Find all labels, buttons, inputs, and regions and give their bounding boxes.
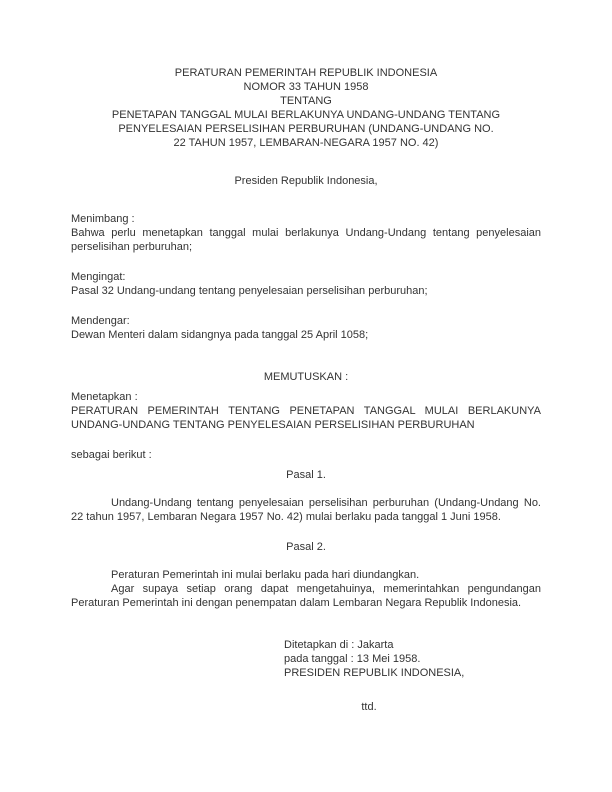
article-2-paragraph-1: Peraturan Pemerintah ini mulai berlaku pada hari diundangkan. xyxy=(111,569,420,581)
clause-mengingat xyxy=(71,270,541,298)
header-line-subject-1: PENETAPAN TANGGAL MULAI BERLAKUNYA UNDANG-UNDANG TENTANG xyxy=(111,109,501,121)
header-line-number: NOMOR 33 TAHUN 1958 xyxy=(243,81,369,93)
decision-heading: MEMUTUSKAN : xyxy=(263,371,349,383)
document-header xyxy=(71,66,541,150)
menimbang-label: Menimbang : xyxy=(71,213,135,225)
spacer xyxy=(71,432,541,448)
menetapkan-label: Menetapkan : xyxy=(71,391,138,403)
as-follows-line: sebagai berikut : xyxy=(71,449,152,461)
mengingat-body: Pasal 32 Undang-undang tentang penyelesaian perselisihan perburuhan; xyxy=(71,285,428,297)
spacer xyxy=(71,188,541,212)
header-line-tentang: TENTANG xyxy=(280,95,332,107)
menimbang-body: Bahwa perlu menetapkan tanggal mulai berlakunya Undang-Undang tentang penyelesaian perselisihan perburuhan; xyxy=(71,227,545,253)
header-line-subject-3: 22 TAHUN 1957, LEMBARAN-NEGARA 1957 NO. 42) xyxy=(173,137,439,149)
spacer xyxy=(71,150,541,174)
mendengar-label: Mendengar: xyxy=(71,315,130,327)
spacer xyxy=(71,254,541,270)
signature-block xyxy=(71,638,541,714)
mendengar-body: Dewan Menteri dalam sidangnya pada tanggal 25 April 1058; xyxy=(71,329,369,341)
article-2-paragraph-2: Agar supaya setiap orang dapat mengetahuinya, memerintahkan pengundangan Peraturan Pemerintah ini dengan penempatan dalam Lembaran Negara Republik Indonesia. xyxy=(71,583,545,609)
spacer xyxy=(71,524,541,540)
signature-title: PRESIDEN REPUBLIK INDONESIA, xyxy=(284,667,465,679)
spacer xyxy=(71,680,541,700)
header-line-subject-2: PENYELESAIAN PERSELISIHAN PERBURUHAN (UNDANG-UNDANG NO. xyxy=(118,123,494,135)
header-line-title: PERATURAN PEMERINTAH REPUBLIK INDONESIA xyxy=(174,67,438,79)
article-2-heading: Pasal 2. xyxy=(286,541,326,553)
spacer xyxy=(71,554,541,568)
spacer xyxy=(71,342,541,370)
article-1-heading: Pasal 1. xyxy=(286,469,326,481)
signature-place: Ditetapkan di : Jakarta xyxy=(284,639,394,651)
mengingat-label: Mengingat: xyxy=(71,271,126,283)
article-1 xyxy=(71,468,545,524)
clause-menimbang xyxy=(71,212,545,254)
spacer xyxy=(71,482,541,496)
clause-mendengar xyxy=(71,314,541,342)
spacer xyxy=(71,610,541,638)
document-body xyxy=(71,66,545,714)
signature-date: pada tanggal : 13 Mei 1958. xyxy=(284,653,421,665)
menetapkan-body: PERATURAN PEMERINTAH TENTANG PENETAPAN TANGGAL MULAI BERLAKUNYA UNDANG-UNDANG TENTANG PENYELESAIAN PERSELISIHAN PERBURUHAN xyxy=(71,405,545,431)
article-2 xyxy=(71,540,545,610)
authority-line: Presiden Republik Indonesia, xyxy=(234,175,378,187)
spacer xyxy=(71,298,541,314)
clause-menetapkan xyxy=(71,390,545,432)
signature-ttd-mark: ttd. xyxy=(361,701,377,713)
article-1-paragraph-1: Undang-Undang tentang penyelesaian perselisihan perburuhan (Undang-Undang No. 22 tahun 1957, Lembaran Negara 1957 No. 42) mulai berlaku pada tanggal 1 Juni 1958. xyxy=(71,497,545,523)
